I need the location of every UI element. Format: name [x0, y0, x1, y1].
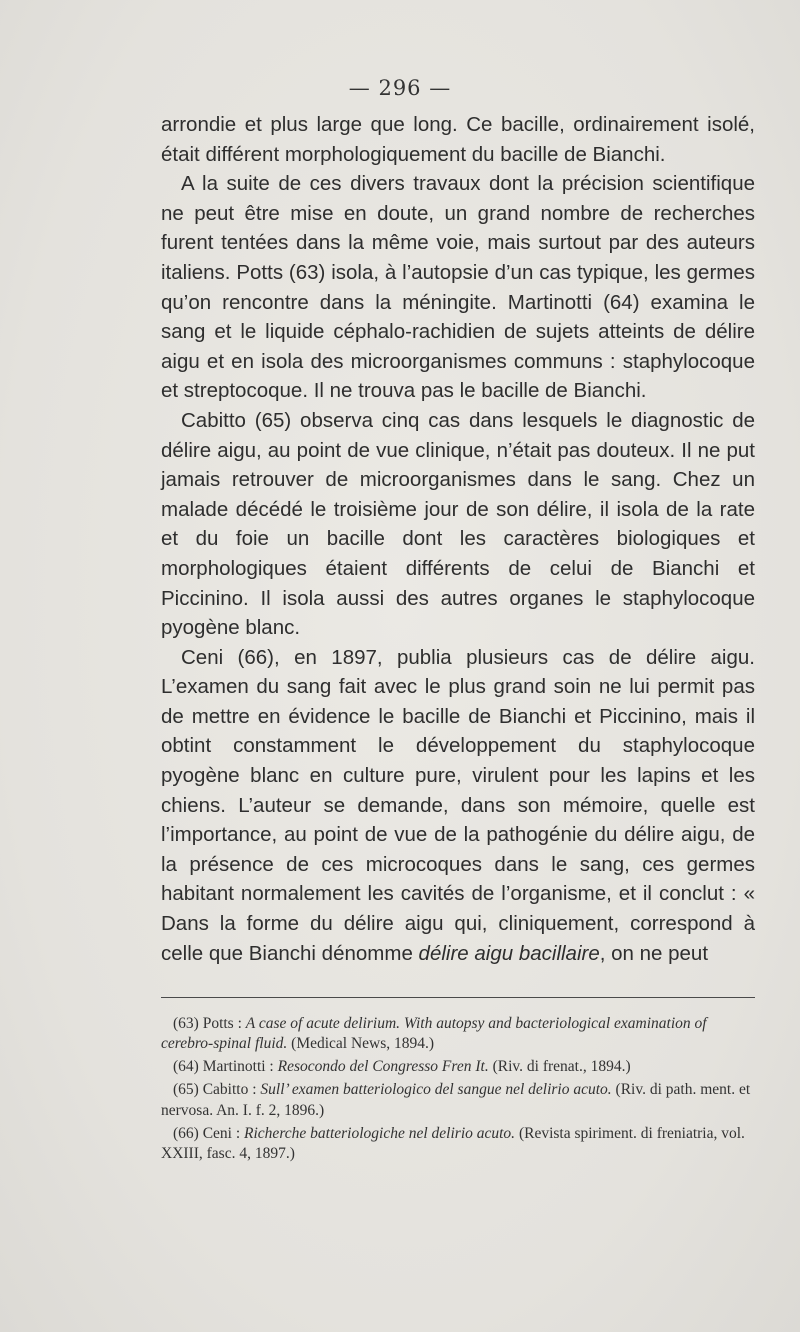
footnote-66-title: Richerche batteriologiche nel delirio acuto.: [244, 1124, 516, 1142]
paragraph-2: A la suite de ces divers travaux dont la précision scientifique ne peut être mise en doute, un grand nombre de recherches furent tentées dans la même voie, mais surtout par des auteurs italiens. Potts (63) isola, à l’autopsie d’un cas typique, les germes qu’on rencontre dans la méningite. Martinotti (64) examina le sang et le liquide céphalo-rachidien de sujets atteints de délire aigu et en isola des microorganismes communs : staphylocoque et streptocoque. Il ne trouva pas le bacille de Bianchi.: [161, 172, 755, 403]
footnote-65-author: (65) Cabitto :: [173, 1081, 261, 1099]
paragraph-4-italic: délire aigu bacillaire: [418, 941, 600, 965]
footnote-66-source: (Revista spiriment. di freniatria, vol. XXIII, fasc. 4, 1897.): [161, 1124, 745, 1162]
footnote-64-title: Resocondo del Congresso Fren It.: [277, 1058, 489, 1076]
footnote-65-title: Sull’ examen batteriologico del sangue nel delirio acuto.: [260, 1081, 612, 1099]
footnote-63: [161, 1014, 755, 1055]
paragraph-1: arrondie et plus large que long. Ce bacille, ordinairement isolé, était différent morphologiquement du bacille de Bianchi.: [161, 113, 755, 166]
paragraph-3: Cabitto (65) observa cinq cas dans lesquels le diagnostic de délire aigu, au point de vue clinique, n’était pas douteux. Il ne put jamais retrouver de microorganismes dans le sang. Chez un malade décédé le troisième jour de son délire, il isola de la rate et du foie un bacille dont les caractères biologiques et morphologiques étaient différents de celui de Bianchi et Piccinino. Il isola aussi des autres organes le staphylocoque pyogène blanc.: [161, 408, 755, 640]
footnote-64-author: (64) Martinotti :: [173, 1058, 278, 1076]
footnote-63-source: (Medical News, 1894.): [287, 1035, 435, 1053]
footnote-66-author: (66) Ceni :: [173, 1124, 245, 1142]
footnote-separator: [161, 997, 755, 998]
footnote-64-source: (Riv. di frenat., 1894.): [488, 1058, 631, 1076]
footnote-63-title: A case of acute delirium. With autopsy and bacteriological examination of cerebro-spinal fluid.: [161, 1015, 707, 1053]
footnote-63-author: (63) Potts :: [173, 1015, 246, 1032]
footnotes: [161, 1014, 755, 1164]
paragraph-4-text: Ceni (66), en 1897, publia plusieurs cas de délire aigu. L’examen du sang fait avec le plus grand soin ne lui permit pas de mettre en évidence le bacille de Bianchi et Piccinino, mais il obtint constamment le développement du staphylocoque pyogène blanc en culture pure, virulent pour les lapins et les chiens. L’auteur se demande, dans son mémoire, quelle est l’importance, au point de vue de la pathogénie du délire aigu, de la présence de ces microcoques dans le sang, ces germes habitant normalement les cavités de l’organisme, et il conclut : « Dans la forme du délire aigu qui, cliniquement, correspond à celle que Bianchi dénomme: [161, 645, 755, 965]
page-number: — 296 —: [348, 76, 452, 100]
paragraph-4: [161, 643, 755, 969]
paragraph-4-end: , on ne peut: [599, 941, 709, 965]
footnote-66: [161, 1124, 755, 1165]
footnote-65-source: (Riv. di path. ment. et nervosa. An. I. f. 2, 1896.): [161, 1081, 751, 1119]
main-text: [161, 110, 755, 968]
footnote-64: [161, 1057, 755, 1077]
footnote-65: [161, 1080, 755, 1121]
